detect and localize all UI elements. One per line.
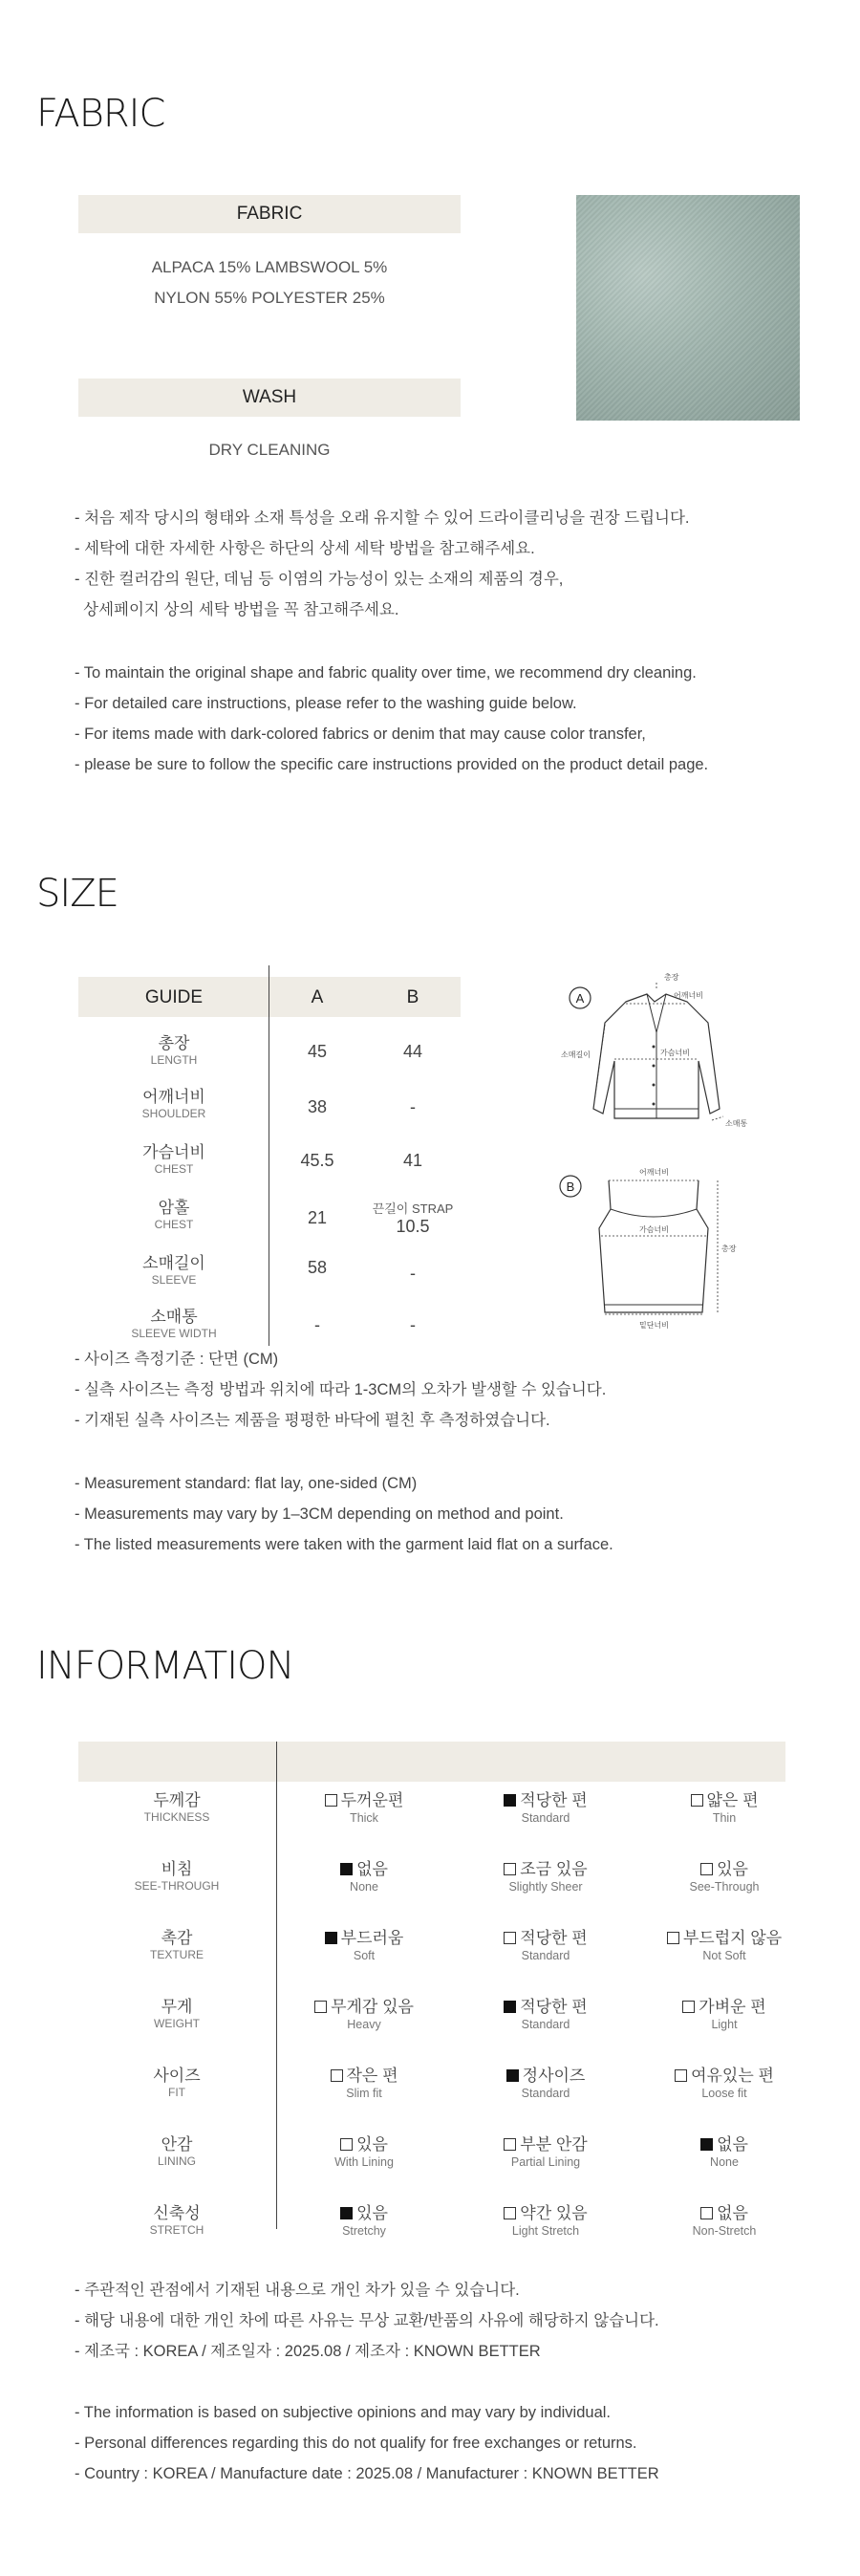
info-option <box>283 1929 445 1963</box>
cardigan-diagram <box>559 965 760 1147</box>
option-label-en: Thin <box>712 1811 737 1825</box>
option-label-en: Standard <box>521 2018 570 2031</box>
option-label-ko: 약간 있음 <box>520 2204 588 2222</box>
fabric-composition <box>78 252 461 314</box>
row-label-en: TEXTURE <box>149 1948 204 1961</box>
info-table-header <box>78 1742 785 1782</box>
checked-box-icon <box>506 2069 519 2082</box>
note-line: - 기재된 실측 사이즈는 제품을 평평한 바닥에 펼친 후 측정하였습니다. <box>75 1412 550 1429</box>
unchecked-box-icon <box>340 2138 353 2151</box>
size-b-header: B <box>406 987 419 1007</box>
info-option <box>283 1998 445 2032</box>
size-a-value: 45.5 <box>300 1151 334 1170</box>
row-label-en: LENGTH <box>150 1053 198 1067</box>
size-a-value: 38 <box>307 1097 328 1116</box>
camisole-diagram <box>559 1161 760 1338</box>
info-option <box>643 1929 806 1963</box>
option-label-en: Standard <box>521 1811 570 1825</box>
option-label-ko: 부드럽지 않음 <box>682 1929 783 1947</box>
row-label-en: STRETCH <box>149 2223 204 2237</box>
row-label-en: SEE-THROUGH <box>134 1879 220 1893</box>
option-label-ko: 없음 <box>356 1860 388 1878</box>
unchecked-box-icon <box>504 1932 516 1944</box>
info-table-divider <box>276 1742 277 2229</box>
unchecked-box-icon <box>504 2207 516 2219</box>
option-label-en: Not Soft <box>702 1949 746 1962</box>
unchecked-box-icon <box>700 1863 713 1875</box>
checked-box-icon <box>340 1863 353 1875</box>
option-label-ko: 있음 <box>356 2204 388 2222</box>
option-label-ko: 적당한 편 <box>520 1998 588 2016</box>
info-row-label <box>110 2067 244 2099</box>
size-b-value: - <box>410 1264 416 1283</box>
row-label-ko: 비침 <box>161 1860 193 1878</box>
row-label-ko: 어깨너비 <box>142 1088 205 1106</box>
row-label-ko: 촉감 <box>161 1929 193 1947</box>
info-option <box>283 1860 445 1894</box>
info-option <box>283 2204 445 2239</box>
checked-box-icon <box>700 2138 713 2151</box>
option-label-en: Stretchy <box>342 2224 386 2238</box>
row-label-ko: 신축성 <box>153 2204 201 2222</box>
fabric-notes-ko <box>75 503 689 625</box>
diagram-a-cuff: 소매통 <box>725 1119 748 1128</box>
size-section-title: SIZE <box>36 872 118 916</box>
option-label-ko: 얇은 편 <box>706 1791 759 1809</box>
info-option <box>643 1998 806 2032</box>
diagram-a-length: 총장 <box>664 973 679 982</box>
note-line: - For items made with dark-colored fabrics or denim that may cause color transfer, <box>75 725 646 743</box>
unchecked-box-icon <box>331 2069 343 2082</box>
composition-line: NYLON 55% POLYESTER 25% <box>154 289 385 307</box>
composition-line: ALPACA 15% LAMBSWOOL 5% <box>151 258 388 276</box>
row-label-en: LINING <box>157 2154 196 2168</box>
row-label-en: CHEST <box>154 1162 194 1176</box>
option-label-ko: 없음 <box>717 2135 748 2154</box>
option-label-en: See-Through <box>689 1880 760 1894</box>
row-label-ko: 안감 <box>161 2135 193 2154</box>
row-label-en: THICKNESS <box>143 1810 210 1824</box>
option-label-ko: 적당한 편 <box>520 1929 588 1947</box>
note-line: - 주관적인 관점에서 기재된 내용으로 개인 차가 있을 수 있습니다. <box>75 2282 520 2299</box>
info-row-label <box>110 2135 244 2168</box>
note-line: - The information is based on subjective opinions and may vary by individual. <box>75 2404 611 2421</box>
option-label-en: Non-Stretch <box>692 2224 757 2238</box>
fabric-notes-en <box>75 658 708 780</box>
row-label-ko: 소매길이 <box>142 1254 205 1272</box>
info-notes-en <box>75 2397 659 2489</box>
unchecked-box-icon <box>682 2001 695 2013</box>
size-b-value: 41 <box>402 1151 423 1170</box>
wash-method: DRY CLEANING <box>208 441 331 459</box>
size-notes-en <box>75 1468 613 1560</box>
size-a-value: 58 <box>307 1258 328 1277</box>
note-line: - Measurement standard: flat lay, one-sided (CM) <box>75 1475 418 1492</box>
info-row-label <box>110 1929 244 1961</box>
option-label-en: Thick <box>350 1811 378 1825</box>
option-label-en: Standard <box>521 1949 570 1962</box>
note-line: - To maintain the original shape and fabric quality over time, we recommend dry cleaning. <box>75 664 697 682</box>
diagram-a-chest: 가슴너비 <box>660 1049 690 1057</box>
option-label-en: Loose fit <box>701 2087 747 2100</box>
info-row-label <box>110 1791 244 1824</box>
option-label-ko: 있음 <box>717 1860 748 1878</box>
diagram-a-label: A <box>575 991 585 1006</box>
info-option <box>464 2204 627 2239</box>
size-b-value: 10.5 <box>396 1217 430 1236</box>
row-label-en: CHEST <box>154 1218 194 1231</box>
checked-box-icon <box>325 1932 337 1944</box>
table-row <box>78 1143 461 1197</box>
option-label-ko: 무게감 있음 <box>331 1998 414 2016</box>
note-line: 상세페이지 상의 세탁 방법을 꼭 참고해주세요. <box>75 601 399 618</box>
info-option <box>283 2067 445 2101</box>
wash-header: WASH <box>78 379 461 417</box>
option-label-ko: 가벼운 편 <box>699 1998 766 2016</box>
info-option <box>643 2135 806 2170</box>
option-label-en: Light <box>711 2018 738 2031</box>
row-label-ko: 암홀 <box>158 1199 190 1217</box>
row-label-en: SLEEVE <box>151 1273 197 1287</box>
option-label-en: Soft <box>353 1949 376 1962</box>
info-option <box>643 1791 806 1826</box>
fabric-swatch-image <box>576 195 800 421</box>
info-row-label <box>110 1998 244 2030</box>
table-row <box>78 1254 461 1308</box>
option-label-ko: 없음 <box>717 2204 748 2222</box>
unchecked-box-icon <box>504 1863 516 1875</box>
unchecked-box-icon <box>691 1794 703 1807</box>
checked-box-icon <box>504 1794 516 1807</box>
option-label-ko: 있음 <box>356 2135 388 2154</box>
option-label-ko: 부드러움 <box>340 1929 404 1947</box>
option-label-en: Heavy <box>347 2018 381 2031</box>
size-notes-ko <box>75 1344 606 1436</box>
option-label-en: None <box>710 2155 739 2169</box>
unchecked-box-icon <box>504 2138 516 2151</box>
option-label-ko: 여유있는 편 <box>691 2067 774 2085</box>
size-table-header <box>78 977 461 1017</box>
row-label-ko: 무게 <box>161 1998 193 2016</box>
row-label-ko: 소매통 <box>150 1308 198 1326</box>
size-b-value: 44 <box>402 1042 423 1061</box>
row-label-ko: 사이즈 <box>153 2067 201 2085</box>
info-option <box>283 2135 445 2170</box>
option-label-ko: 적당한 편 <box>520 1791 588 1809</box>
unchecked-box-icon <box>314 2001 327 2013</box>
option-label-ko: 두꺼운편 <box>340 1791 404 1809</box>
row-label-en: WEIGHT <box>154 2017 200 2030</box>
unchecked-box-icon <box>667 1932 679 1944</box>
information-section-title: INFORMATION <box>36 1644 294 1688</box>
size-a-value: 45 <box>307 1042 328 1061</box>
diagram-b-shoulder: 어깨너비 <box>639 1168 669 1177</box>
diagram-b-chest: 가슴너비 <box>639 1225 669 1234</box>
table-row <box>78 1088 461 1141</box>
row-label-en: SHOULDER <box>141 1107 206 1120</box>
note-line: - Personal differences regarding this do not qualify for free exchanges or returns. <box>75 2435 637 2452</box>
option-label-ko: 조금 있음 <box>520 1860 588 1878</box>
note-line: - Measurements may vary by 1–3CM depending on method and point. <box>75 1505 564 1523</box>
info-notes-ko <box>75 2275 659 2367</box>
info-row-label <box>110 2204 244 2237</box>
size-b-note: 끈길이 STRAP <box>372 1201 454 1216</box>
table-row <box>78 1034 461 1088</box>
note-line: - 처음 제작 당시의 형태와 소재 특성을 오래 유지할 수 있어 드라이클리닝을 권장 드립니다. <box>75 509 690 527</box>
diagram-b-label: B <box>566 1180 575 1194</box>
row-label-ko: 가슴너비 <box>142 1143 205 1161</box>
info-option <box>464 1929 627 1963</box>
fabric-section-title: FABRIC <box>36 92 165 136</box>
option-label-ko: 정사이즈 <box>522 2067 586 2085</box>
row-label-en: SLEEVE WIDTH <box>131 1327 217 1340</box>
info-option <box>464 1860 627 1894</box>
note-line: - 세탁에 대한 자세한 사항은 하단의 상세 세탁 방법을 참고해주세요. <box>75 540 535 557</box>
info-option <box>643 2204 806 2239</box>
diagram-b-length: 총장 <box>721 1245 737 1253</box>
unchecked-box-icon <box>675 2069 687 2082</box>
guide-header: GUIDE <box>144 987 204 1007</box>
size-a-header: A <box>311 987 324 1007</box>
size-a-value: - <box>314 1315 320 1334</box>
info-option <box>464 2067 627 2101</box>
checked-box-icon <box>340 2207 353 2219</box>
note-line: - 진한 컬러감의 원단, 데님 등 이염의 가능성이 있는 소재의 제품의 경우, <box>75 571 564 588</box>
option-label-ko: 부분 안감 <box>520 2135 588 2154</box>
info-option <box>643 2067 806 2101</box>
option-label-en: Slim fit <box>346 2087 382 2100</box>
option-label-en: With Lining <box>334 2155 394 2169</box>
info-option <box>464 1791 627 1826</box>
note-line: - please be sure to follow the specific care instructions provided on the product detail page. <box>75 756 709 773</box>
note-line: - Country : KOREA / Manufacture date : 2025.08 / Manufacturer : KNOWN BETTER <box>75 2465 659 2482</box>
option-label-en: Standard <box>521 2087 570 2100</box>
note-line: - 실측 사이즈는 측정 방법과 위치에 따라 1-3CM의 오차가 발생할 수 있습니다. <box>75 1381 607 1398</box>
option-label-en: Slightly Sheer <box>508 1880 583 1894</box>
size-b-value: - <box>410 1097 416 1116</box>
info-option <box>643 1860 806 1894</box>
unchecked-box-icon <box>700 2207 713 2219</box>
row-label-ko: 총장 <box>158 1034 190 1052</box>
checked-box-icon <box>504 2001 516 2013</box>
diagram-a-sleeve: 소매길이 <box>561 1050 591 1059</box>
diagram-b-hem: 밑단너비 <box>639 1321 669 1330</box>
size-b-value: - <box>410 1315 416 1334</box>
info-option <box>283 1791 445 1826</box>
note-line: - 제조국 : KOREA / 제조일자 : 2025.08 / 제조자 : KNOWN BETTER <box>75 2343 541 2360</box>
fabric-header: FABRIC <box>78 195 461 233</box>
info-row-label <box>110 1860 244 1893</box>
unchecked-box-icon <box>325 1794 337 1807</box>
note-line: - 해당 내용에 대한 개인 차에 따른 사유는 무상 교환/반품의 사유에 해당하지 않습니다. <box>75 2312 659 2329</box>
option-label-ko: 작은 편 <box>346 2067 398 2085</box>
table-row <box>78 1199 461 1252</box>
note-line: - The listed measurements were taken with the garment laid flat on a surface. <box>75 1536 613 1553</box>
note-line: - For detailed care instructions, please refer to the washing guide below. <box>75 695 577 712</box>
info-option <box>464 1998 627 2032</box>
option-label-en: Light Stretch <box>511 2224 580 2238</box>
row-label-ko: 두께감 <box>153 1791 201 1809</box>
option-label-en: Partial Lining <box>510 2155 581 2169</box>
note-line: - 사이즈 측정기준 : 단면 (CM) <box>75 1351 279 1368</box>
info-option <box>464 2135 627 2170</box>
size-a-value: 21 <box>307 1208 328 1227</box>
row-label-en: FIT <box>168 2086 185 2099</box>
diagram-a-shoulder: 어깨너비 <box>674 991 703 1000</box>
option-label-en: None <box>350 1880 378 1894</box>
